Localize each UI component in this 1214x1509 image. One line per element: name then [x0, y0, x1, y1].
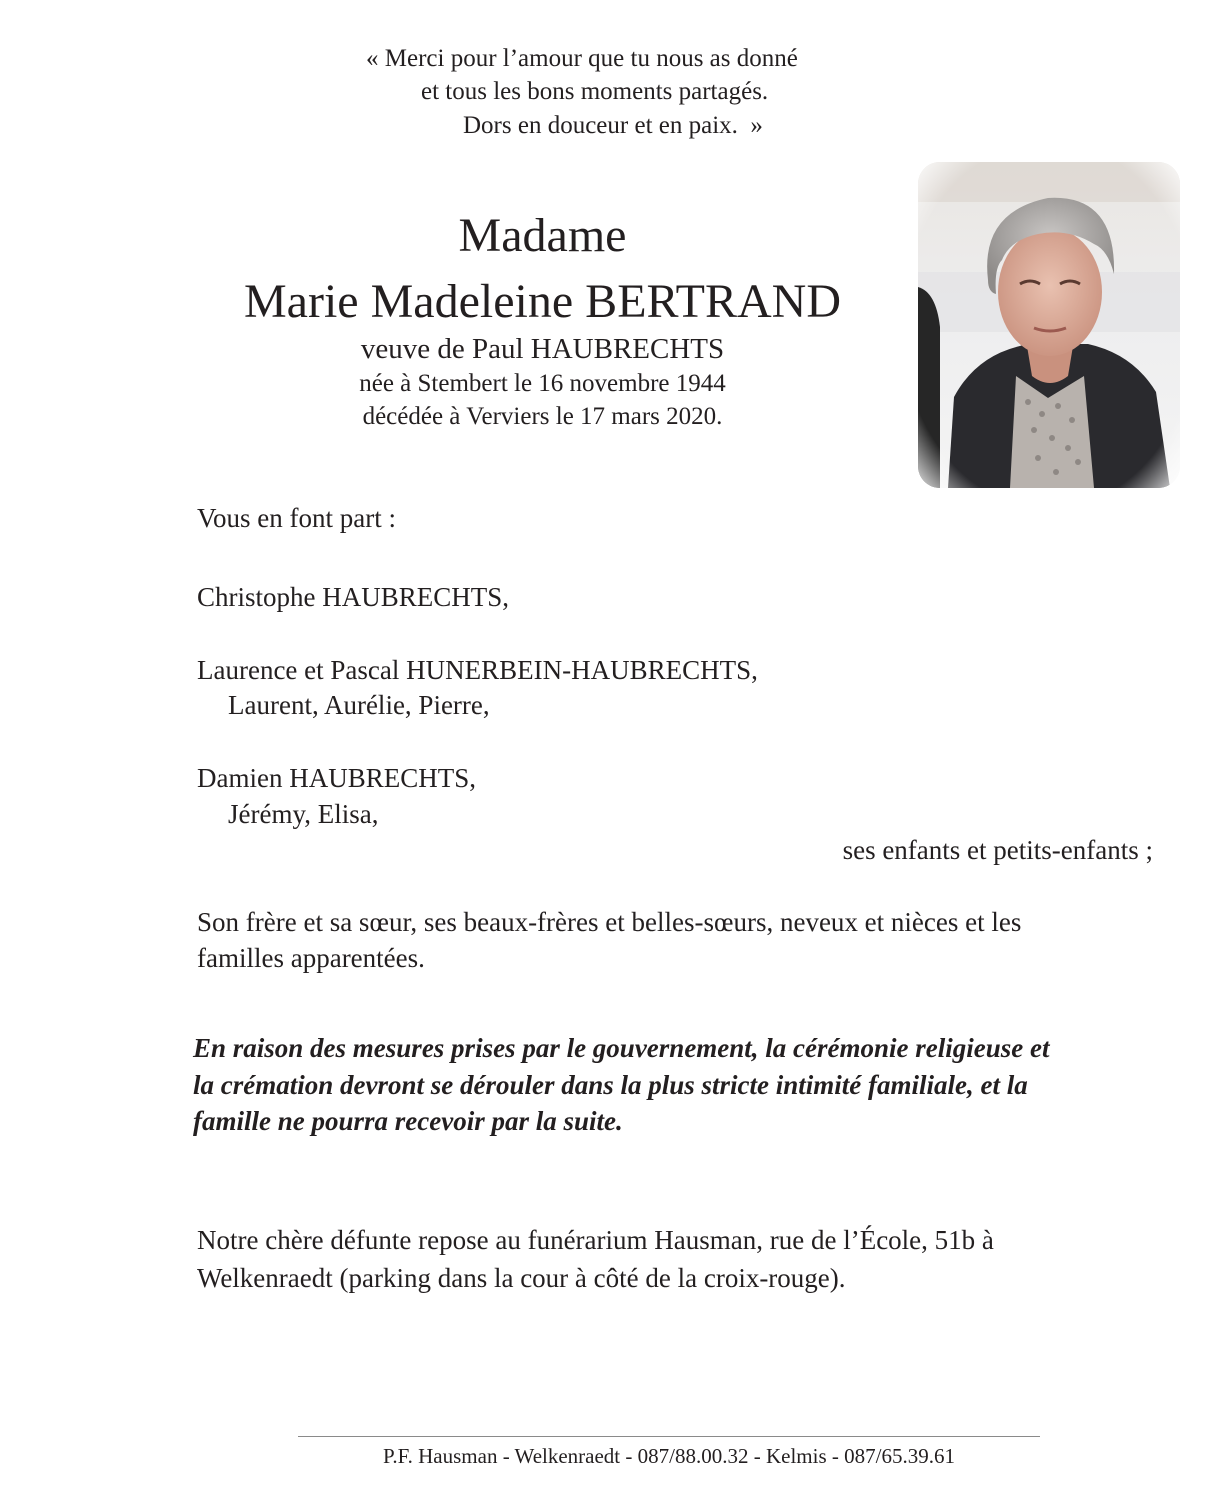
family-line-2: Laurence et Pascal HUNERBEIN-HAUBRECHTS, [197, 655, 758, 685]
family-line-5: Jérémy, Elisa, [228, 799, 379, 829]
family-intro: Vous en font part : [197, 503, 396, 533]
quote-line-3: Dors en douceur et en paix. » [463, 112, 763, 139]
family-relation: ses enfants et petits-enfants ; [842, 835, 1153, 865]
footer-contact: P.F. Hausman - Welkenraedt - 087/88.00.32 - Kelmis - 087/65.39.61 [383, 1444, 955, 1468]
quote-line-2: et tous les bons moments partagés. [421, 78, 769, 105]
family-line-1: Christophe HAUBRECHTS, [197, 582, 510, 612]
extended-family-line-2: familles apparentées. [197, 943, 425, 973]
notice-line-2: la crémation devront se dérouler dans la plus stricte intimité familiale, et la [193, 1070, 1028, 1100]
widow-of-line: veuve de Paul HAUBRECHTS [360, 333, 725, 365]
extended-family-line-1: Son frère et sa sœur, ses beaux-frères et belles-sœurs, neveux et nièces et les [197, 907, 1022, 937]
repose-line-1: Notre chère défunte repose au funérarium Hausman, rue de l’École, 51b à [197, 1225, 994, 1255]
deceased-name: Marie Madeleine BERTRAND [244, 275, 841, 328]
birth-line: née à Stembert le 16 novembre 1944 [359, 370, 726, 397]
footer-divider [298, 1436, 1040, 1437]
quote-line-1: « Merci pour l’amour que tu nous as donné [366, 45, 798, 72]
family-line-3: Laurent, Aurélie, Pierre, [228, 690, 490, 720]
family-line-4: Damien HAUBRECHTS, [197, 763, 476, 793]
death-line: décédée à Verviers le 17 mars 2020. [362, 403, 723, 430]
notice-line-1: En raison des mesures prises par le gouvernement, la cérémonie religieuse et [193, 1033, 1050, 1063]
honorific: Madame [458, 209, 627, 262]
portrait-photo [918, 162, 1180, 488]
notice-line-3: famille ne pourra recevoir par la suite. [193, 1106, 623, 1136]
repose-line-2: Welkenraedt (parking dans la cour à côté de la croix-rouge). [197, 1263, 846, 1293]
